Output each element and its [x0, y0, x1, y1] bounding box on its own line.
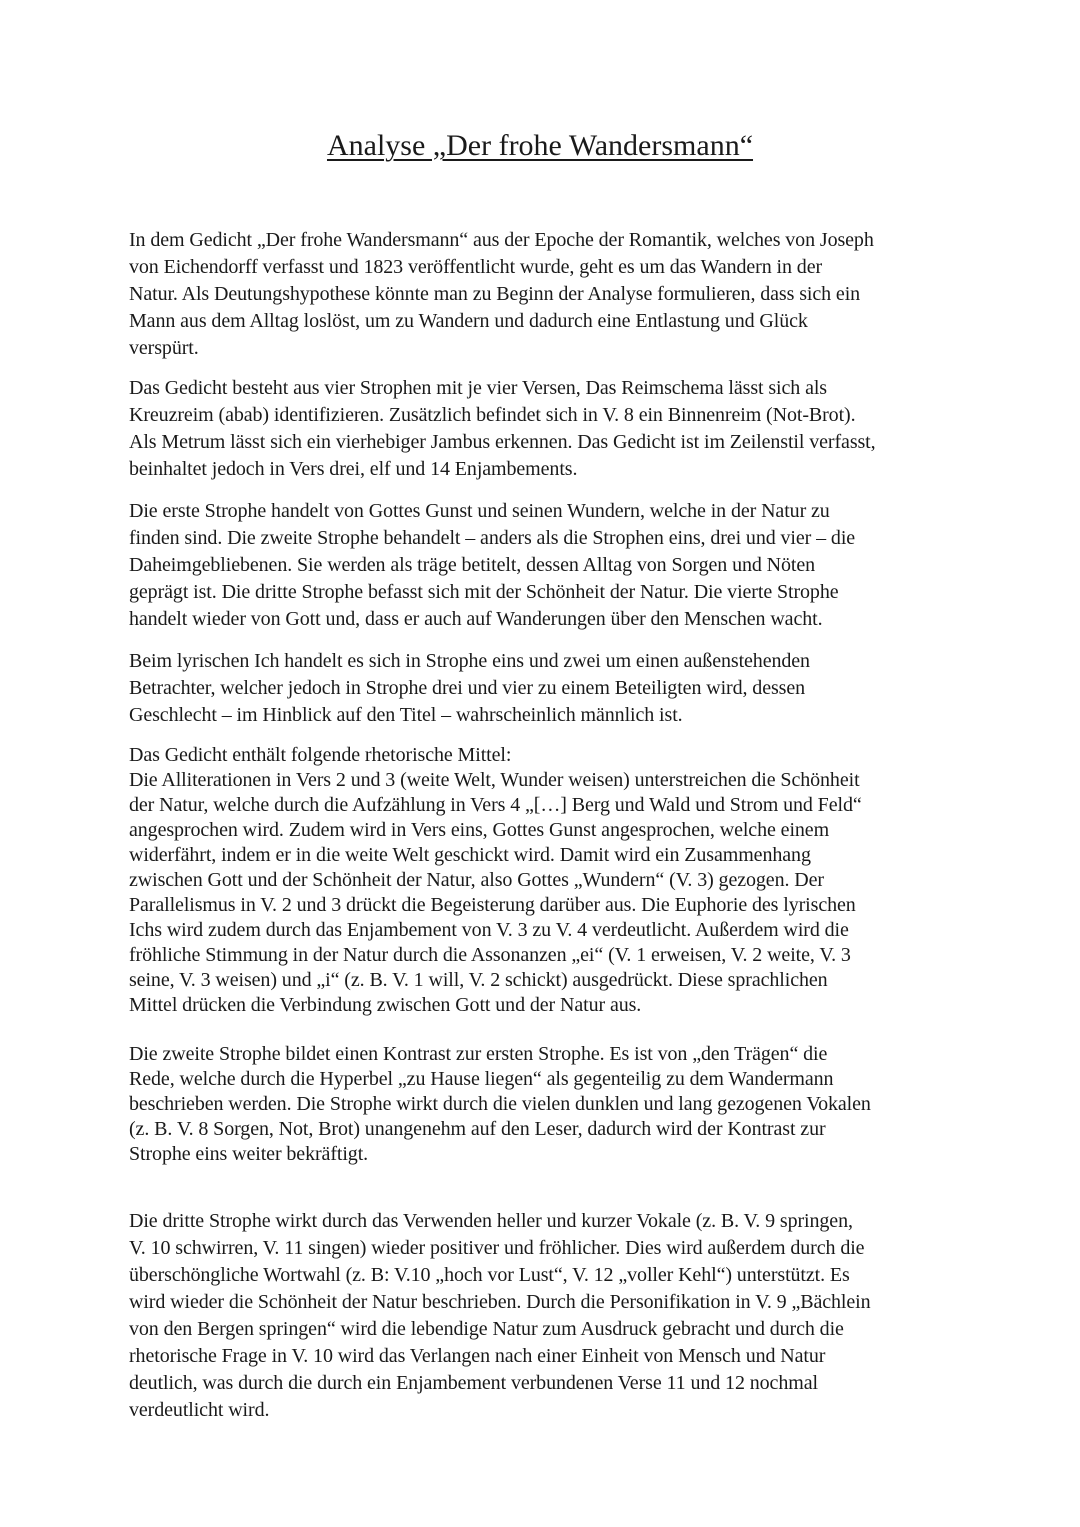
text-line: Mann aus dem Alltag loslöst, um zu Wandern und dadurch eine Entlastung und Glück: [129, 310, 808, 332]
paragraph-rhetorical-devices: [129, 743, 959, 1018]
text-line: Das Gedicht enthält folgende rhetorische Mittel:: [129, 744, 512, 766]
text-line: Geschlecht – im Hinblick auf den Titel – wahrscheinlich männlich ist.: [129, 704, 683, 726]
text-line: seine, V. 3 weisen) und „i“ (z. B. V. 1 will, V. 2 schickt) ausgedrückt. Diese sprachlichen: [129, 969, 828, 991]
text-line: finden sind. Die zweite Strophe behandelt – anders als die Strophen eins, drei und vier – die: [129, 527, 856, 549]
document-title: Analyse „Der frohe Wandersmann“: [326, 129, 754, 162]
text-line: Betrachter, welcher jedoch in Strophe drei und vier zu einem Beteiligten wird, dessen: [129, 677, 806, 699]
text-line: rhetorische Frage in V. 10 wird das Verlangen nach einer Einheit von Mensch und Natur: [129, 1345, 826, 1367]
text-line: Das Gedicht besteht aus vier Strophen mit je vier Versen, Das Reimschema lässt sich als: [129, 377, 827, 399]
text-line: Die erste Strophe handelt von Gottes Gunst und seinen Wundern, welche in der Natur zu: [129, 500, 830, 522]
text-line: angesprochen wird. Zudem wird in Vers eins, Gottes Gunst angesprochen, welche einem: [129, 819, 830, 841]
text-line: von Eichendorff verfasst und 1823 veröffentlicht wurde, geht es um das Wandern in der: [129, 256, 823, 278]
text-line: Die Alliterationen in Vers 2 und 3 (weite Welt, Wunder weisen) unterstreichen die Schönheit: [129, 769, 860, 791]
text-line: Kreuzreim (abab) identifizieren. Zusätzlich befindet sich in V. 8 ein Binnenreim (Not-Brot).: [129, 404, 856, 426]
text-line: deutlich, was durch die durch ein Enjambement verbundenen Verse 11 und 12 nochmal: [129, 1372, 818, 1394]
text-line: Die zweite Strophe bildet einen Kontrast zur ersten Strophe. Es ist von „den Trägen“ die: [129, 1043, 828, 1065]
text-line: Beim lyrischen Ich handelt es sich in Strophe eins und zwei um einen außenstehenden: [129, 650, 810, 672]
text-line: verspürt.: [129, 337, 199, 359]
paragraph-third-stanza: [129, 1208, 959, 1424]
text-line: widerfährt, indem er in die weite Welt geschickt wird. Damit wird ein Zusammenhang: [129, 844, 811, 866]
text-line: verdeutlicht wird.: [129, 1399, 270, 1421]
paragraph-lyrical-i: [129, 648, 959, 729]
text-line: Natur. Als Deutungshypothese könnte man zu Beginn der Analyse formulieren, dass sich ein: [129, 283, 861, 305]
text-line: Als Metrum lässt sich ein vierhebiger Jambus erkennen. Das Gedicht ist im Zeilenstil verfasst,: [129, 431, 876, 453]
text-line: Ichs wird zudem durch das Enjambement von V. 3 zu V. 4 verdeutlicht. Außerdem wird die: [129, 919, 849, 941]
text-line: geprägt ist. Die dritte Strophe befasst sich mit der Schönheit der Natur. Die vierte Strophe: [129, 581, 839, 603]
text-line: V. 10 schwirren, V. 11 singen) wieder positiver und fröhlicher. Dies wird außerdem durch die: [129, 1237, 865, 1259]
paragraph-introduction: [129, 227, 959, 362]
text-line: fröhliche Stimmung in der Natur durch die Assonanzen „ei“ (V. 1 erweisen, V. 2 weite, V. 3: [129, 944, 851, 966]
text-line: beinhaltet jedoch in Vers drei, elf und 14 Enjambements.: [129, 458, 578, 480]
text-line: Parallelismus in V. 2 und 3 drückt die Begeisterung darüber aus. Die Euphorie des lyrischen: [129, 894, 856, 916]
paragraph-content: [129, 498, 959, 633]
text-line: überschöngliche Wortwahl (z. B: V.10 „hoch vor Lust“, V. 12 „voller Kehl“) unterstützt. Es: [129, 1264, 850, 1286]
text-line: beschrieben werden. Die Strophe wirkt durch die vielen dunklen und lang gezogenen Vokalen: [129, 1093, 871, 1115]
text-line: Mittel drücken die Verbindung zwischen Gott und der Natur aus.: [129, 994, 642, 1016]
text-line: Rede, welche durch die Hyperbel „zu Hause liegen“ als gegenteilig zu dem Wandermann: [129, 1068, 834, 1090]
text-line: Die dritte Strophe wirkt durch das Verwenden heller und kurzer Vokale (z. B. V. 9 springen,: [129, 1210, 853, 1232]
text-line: Strophe eins weiter bekräftigt.: [129, 1143, 369, 1165]
text-line: In dem Gedicht „Der frohe Wandersmann“ aus der Epoche der Romantik, welches von Joseph: [129, 229, 874, 251]
text-line: (z. B. V. 8 Sorgen, Not, Brot) unangenehm auf den Leser, dadurch wird der Kontrast zur: [129, 1118, 826, 1140]
text-line: der Natur, welche durch die Aufzählung in Vers 4 „[…] Berg und Wald und Strom und Feld“: [129, 794, 862, 816]
text-line: wird wieder die Schönheit der Natur beschrieben. Durch die Personifikation in V. 9 „Bächlein: [129, 1291, 871, 1313]
text-line: zwischen Gott und der Schönheit der Natur, also Gottes „Wundern“ (V. 3) gezogen. Der: [129, 869, 824, 891]
text-line: von den Bergen springen“ wird die lebendige Natur zum Ausdruck gebracht und durch die: [129, 1318, 844, 1340]
paragraph-second-stanza: [129, 1042, 959, 1167]
text-line: Daheimgebliebenen. Sie werden als träge betitelt, dessen Alltag von Sorgen und Nöten: [129, 554, 816, 576]
text-line: handelt wieder von Gott und, dass er auch auf Wanderungen über den Menschen wacht.: [129, 608, 823, 630]
paragraph-form: [129, 375, 959, 483]
